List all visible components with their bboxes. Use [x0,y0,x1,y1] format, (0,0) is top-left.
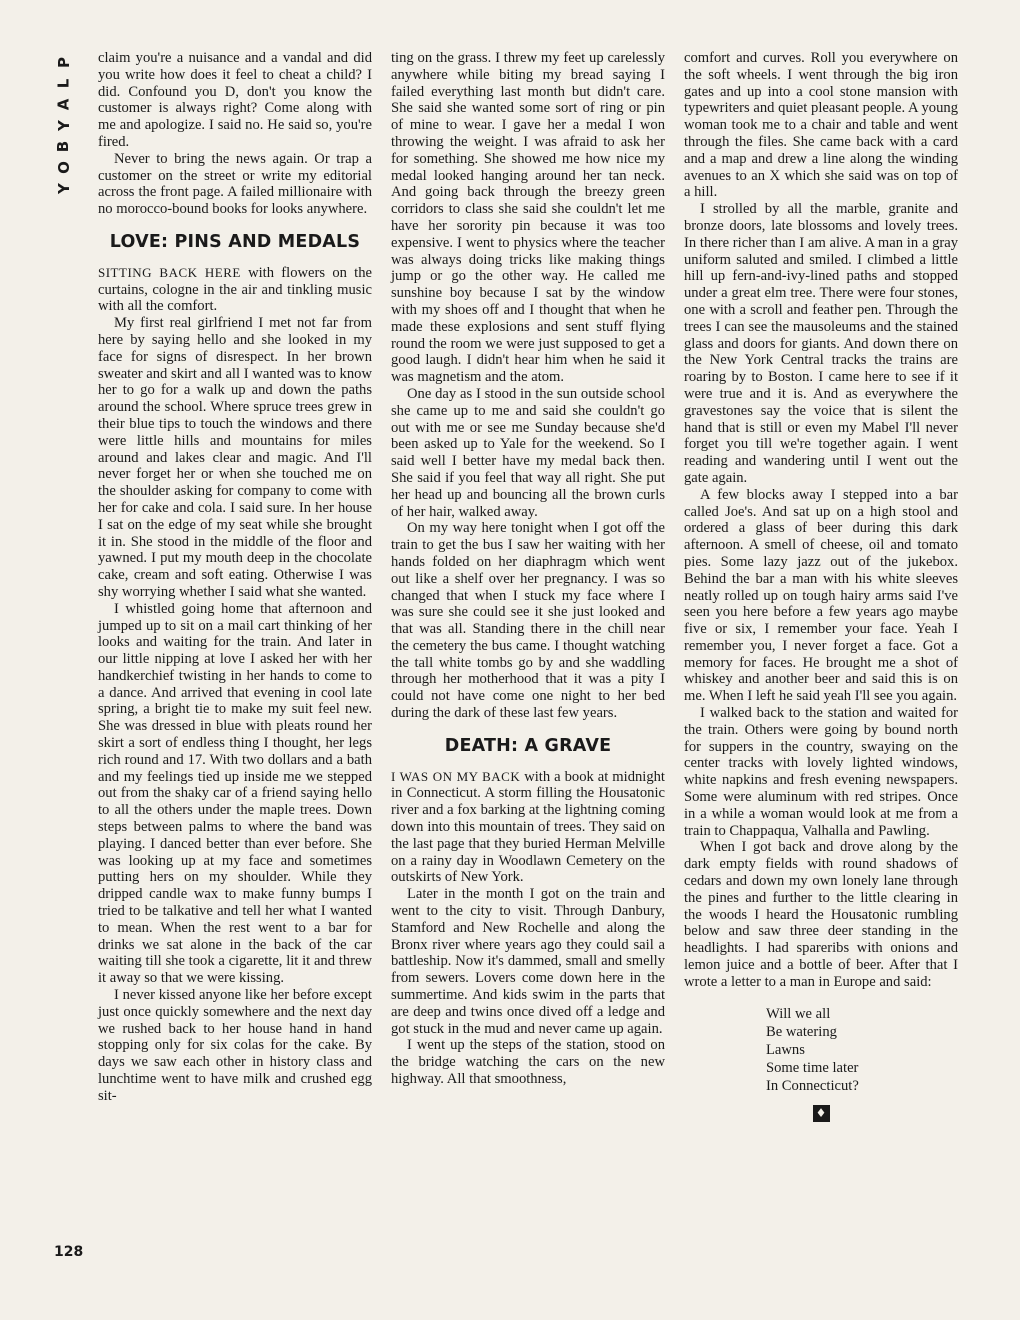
paragraph: One day as I stood in the sun outside school she came up to me and said she couldn't go out with me or see me Sunday because she'd been asked up to Yale for the weekend. So I said well I better have my medal back then. She said if you feel that way all right. She put her head up and bouncing all the brown curls of her hair, walked away. [391,385,665,520]
column-1 [98,50,372,1105]
running-head-letter: Y [54,120,73,131]
running-head-letter: A [54,98,73,111]
paragraph: When I got back and drove along by the dark empty fields with round shadows of cedars and down my own lonely lane through the pines and further to the little clearing in the woods I heard the Housatonic rumbling below and saw three deer standing in the headlights. I had spareribs with onions and lemon juice and a bottle of beer. After that I wrote a letter to a man in Europe and said: [684,839,958,990]
poem-line: Lawns [766,1041,805,1058]
poem-line: In Connecticut? [766,1077,859,1094]
paragraph [391,769,665,887]
running-head [54,52,74,199]
end-mark-bunny-icon: ♦ [813,1105,830,1122]
page-number: 128 [54,1244,84,1260]
poem-line: Will we all [766,1005,831,1022]
column-2 [391,50,665,1088]
section-heading-love: LOVE: PINS AND MEDALS [109,231,361,252]
poem [766,1005,958,1095]
paragraph [98,265,372,315]
poem-line: Be watering [766,1023,837,1040]
paragraph: I walked back to the station and waited for the train. Others were going by bound north for suppers in the country, swaying on the center tracks with lovely lighted windows, white napkins and fresh evening newspapers. Some were aluminum with red stripes. Once in a while a woman would look at me from a train to Chappaqua, Valhalla and Pawling. [684,705,958,839]
paragraph: claim you're a nuisance and a vandal and did you write how does it feel to cheat a child? I did. Confound you D, don't you know the customer is always right? Come along with me and apologize. I said no. He said so, you're fired. [98,50,372,150]
paragraph: I strolled by all the marble, granite and bronze doors, late blossoms and lovely trees. In there richer than I am alive. A man in a gray uniform saluted and smiled. I climbed a little hill up fern-and-ivy-lined paths and stopped under a great elm tree. There were four stones, one with a scroll and feather pen. Through the trees I can see the mausoleums and the stained glass and doors for giants. And down there on the New York Central tracks the trains are roaring by to Boston. I came here to see if it were true and it is. And as everywhere the gravestones say the voice that is silent the hand that is still or even my Mabel I'll never forget you till we're together again. I went reading and wandering until I went out the gate again. [684,201,958,486]
paragraph: comfort and curves. Roll you everywhere on the soft wheels. I went through the big iron gates and up into a cool stone mansion with typewriters and quiet pleasant people. A young woman took me to a chair and table and went through the files. She came back with a card and a map and drew a line along the winding avenues to an X which she said was on top of a hill. [684,50,958,201]
paragraph: Later in the month I got on the train and went to the city to visit. Through Danbury, Stamford and New Rochelle and along the Bronx river where years ago they could sail a battleship. Now it's dammed, small and smelly from sewers. Lovers come down here in the summertime. And kids swim in the parts that are deep and twins once dived off a ledge and got stuck in the mud and never came up again. [391,886,665,1037]
paragraph: Never to bring the news again. Or trap a customer on the street or write my editorial across the front page. A failed millionaire with no morocco-bound books for looks anywhere. [98,150,372,218]
paragraph: I never kissed anyone like her before except just once quickly somewhere and the next day we rushed back to her house hand in hand stopping only for six colas for the cake. By days we saw each other in history class and lunchtime went to have milk and crushed egg sit- [98,987,372,1104]
column-3 [684,50,958,1122]
paragraph: A few blocks away I stepped into a bar called Joe's. And sat up on a high stool and ordered a glass of beer during this dark afternoon. A smell of cheese, oil and tomato pies. Some lazy jazz out of the jukebox. Behind the bar a man with his white sleeves neatly rolled up on tough hairy arms said I've seen you here before a few years ago maybe five or six, I remember your face. Yeah I remember you, I never forget a face. Got a memory for faces. He brought me a shot of whiskey and another beer and said this is on me. When I left he said yeah I'll see you again. [684,486,958,705]
paragraph: ting on the grass. I threw my feet up carelessly anywhere while biting my bread saying I failed everything last month but didn't care. She said she wanted some sort of ring or pin of mine to wear. I gave her a medal I won throwing the weight. I was afraid to ask her for something. She showed me how nice my medal looked hanging around her tan neck. And going back through the breezy green corridors to class she said she couldn't let me have her sorority pin because it was too expensive. I went to physics where the teacher was always doing tricks like making things jump or go the other way. He called me sunshine boy because I sat by the window with my shoes off and I thought that when he made these explosions and sent stuff flying round the room we were just supposed to get a good laugh. I didn't hear him when he said it was magnetism and the atom. [391,50,665,386]
running-head-letter: B [54,140,73,153]
paragraph: On my way here tonight when I got off the train to get the bus I saw her waiting with her hands folded on her diaphragm which went out like a shelf over her pregnancy. I was so changed that when I stuck my face where I was sure she could see it she just looked and that was all. Standing there in the chill near the cemetery the bus came. I thought watching the tall white tombs go by and she waddling through her motherhood that it was a pity I could not have come one night to her bed during the dark of these last few years. [391,520,665,722]
paragraph: I whistled going home that afternoon and jumped up to sit on a mail cart thinking of her looks and waiting for the train. And later in our little nipping at love I asked her with her handkerchief twisting in her hands to come to a dance. And arrived that evening in cool late spring, a bright tie to make my suit feel new. She was dressed in blue with pleats round her skirt a sort of endless thing I thought, her legs rich round and 17. With two dollars and a bath and my feelings tied up inside me we stepped out from the shaky car of a friend saying hello to all the others under the maple trees. Down steps between palms to where the band was playing. I danced better than ever before. She was looking up at my face and sometimes putting hers on my shoulder. While they dripped candle wax to make funny bumps I tried to be talkative and tell her what I wanted to mean. When the rest went to a bar for drinks we sat alone in the back of the car waiting till she took a cigarette, lit it and threw it away so that we were kissing. [98,600,372,987]
lead-in: SITTING BACK HERE [98,264,241,280]
poem-line: Some time later [766,1059,859,1076]
running-head-letter: L [54,78,73,89]
section-heading-death: DEATH: A GRAVE [444,735,612,756]
running-head-letter: Y [54,183,73,194]
running-head-letter: P [54,57,73,68]
lead-in: I WAS ON MY BACK [391,768,521,784]
paragraph: I went up the steps of the station, stood on the bridge watching the cars on the new highway. All that smoothness, [391,1037,665,1088]
paragraph: My first real girlfriend I met not far from here by saying hello and she looked in my face for signs of disrespect. In her brown sweater and skirt and all I wanted was to know her to go for a walk up and down the paths around the school. Where spruce trees grew in their blue tips to touch the windows and there were little hills and mountains for miles around and lakes clear and magic. And I'll never forget her or when she touched me on the shoulder asking for company to come with her for cake and cola. I said sure. In her house I sat on the edge of my seat while she brought it in. She stood in the middle of the floor and yawned. I put my mouth deep in the chocolate cake, cream and soft eating. Otherwise I was shy worrying whether I said what she wanted. [98,315,372,600]
paragraph-text: with flowers on the curtains, cologne in the air and tinkling music with all the comfort. [98,264,372,315]
paragraph-text: with a book at midnight in Connecticut. A storm filling the Housatonic river and a fox barking at the lightning coming down into this mountain of trees. They said on the last page that they buried Herman Melville on a rainy day in Woodlawn Cemetery on the outskirts of New York. [391,768,665,886]
running-head-letter: O [54,161,73,174]
